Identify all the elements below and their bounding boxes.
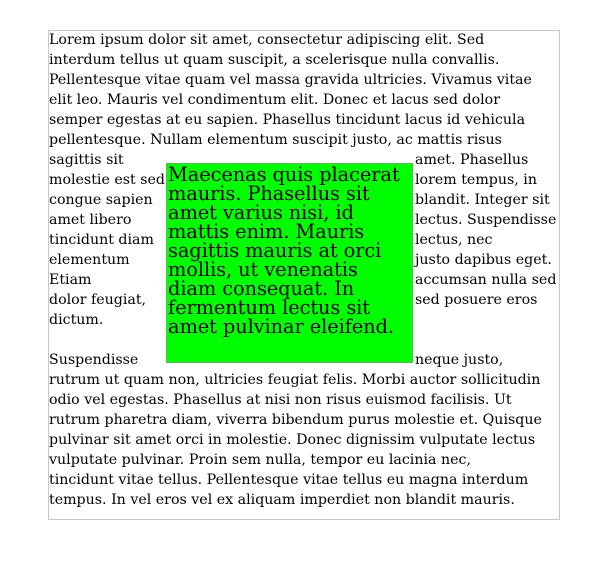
text-line: semper egestas at eu sapien. Phasellus tincidunt lacus id vehicula xyxy=(49,112,526,128)
left-column-line: sagittis sit xyxy=(49,152,124,168)
float-box xyxy=(166,163,413,363)
left-column-line: congue sapien xyxy=(49,192,153,208)
left-column-line: dictum. xyxy=(49,312,104,328)
text-line: rutrum ut quam non, ultricies feugiat felis. Morbi auctor sollicitudin xyxy=(49,372,541,388)
text-line: odio vel egestas. Phasellus at nisi non risus euismod facilisis. Ut xyxy=(49,392,512,408)
right-column-line: justo dapibus eget. xyxy=(415,252,552,268)
text-line: rutrum pharetra diam, viverra bibendum purus molestie et. Quisque xyxy=(49,412,542,428)
text-line: tempus. In vel eros vel ex aliquam imperdiet non blandit mauris. xyxy=(49,492,515,508)
text-line: pellentesque. Nullam elementum suscipit justo, ac mattis risus xyxy=(49,132,502,148)
float-box-line: mattis enim. Mauris xyxy=(168,220,365,243)
left-column-line: dolor feugiat, xyxy=(49,292,147,308)
float-box-line: mauris. Phasellus sit xyxy=(168,182,370,205)
float-box-line: mollis, ut venenatis xyxy=(168,258,358,281)
left-column-line: molestie est sed xyxy=(49,172,166,188)
text-line: Lorem ipsum dolor sit amet, consectetur adipiscing elit. Sed xyxy=(49,32,485,48)
text-line: interdum tellus ut quam suscipit, a scelerisque nulla convallis. xyxy=(49,52,500,68)
text-line: Pellentesque vitae quam vel massa gravida ultricies. Vivamus vitae xyxy=(49,72,532,88)
left-column-line: elementum xyxy=(49,252,130,268)
right-column-line: lorem tempus, in xyxy=(415,172,537,188)
right-column-line: lectus, nec xyxy=(415,232,493,248)
text-line: vulputate pulvinar. Proin sem nulla, tempor eu lacinia nec, xyxy=(49,452,471,468)
float-box-line: Maecenas quis placerat xyxy=(168,163,400,186)
text-line: elit leo. Mauris vel condimentum elit. Donec et lacus sed dolor xyxy=(49,92,500,108)
right-column-line: accumsan nulla sed xyxy=(415,272,557,288)
right-column-line: blandit. Integer sit xyxy=(415,192,550,208)
float-box-line: diam consequat. In xyxy=(168,277,355,300)
bottom-right-words: neque justo, xyxy=(415,352,504,368)
bottom-left-word: Suspendisse xyxy=(49,352,139,368)
float-box-line: amet pulvinar eleifend. xyxy=(168,315,394,338)
right-column-line: amet. Phasellus xyxy=(415,152,529,168)
left-column-line: Etiam xyxy=(49,272,92,288)
text-line: tincidunt vitae tellus. Pellentesque vitae tellus eu magna interdum xyxy=(49,472,529,488)
left-column-line: tincidunt diam xyxy=(49,232,154,248)
right-column-line: lectus. Suspendisse xyxy=(415,212,557,228)
text-line: pulvinar sit amet orci in molestie. Donec dignissim vulputate lectus xyxy=(49,432,536,448)
float-box-line: sagittis mauris at orci xyxy=(168,239,382,262)
left-column-line: amet libero xyxy=(49,212,132,228)
float-box-line: fermentum lectus sit xyxy=(168,296,370,319)
float-box-line: amet varius nisi, id xyxy=(168,201,354,224)
right-column-line: sed posuere eros xyxy=(415,292,538,308)
